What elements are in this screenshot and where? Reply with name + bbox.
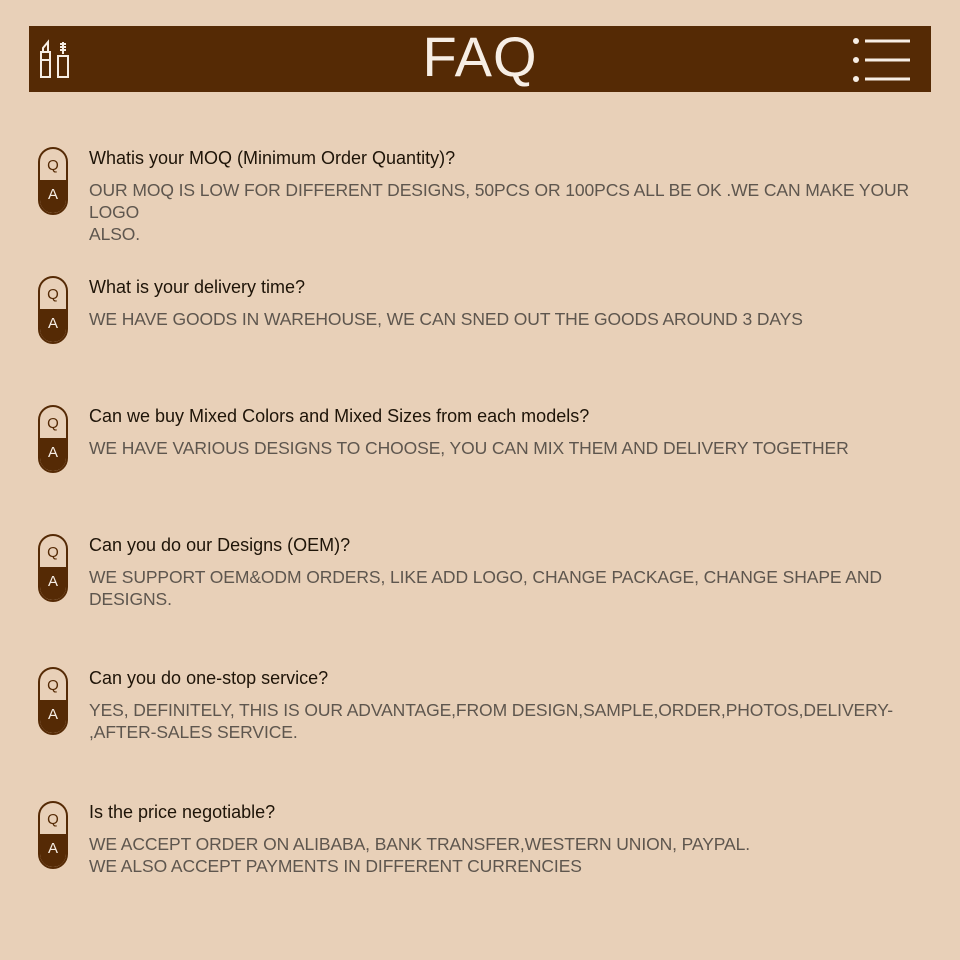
page-title: FAQ: [422, 25, 538, 88]
q-label: Q: [47, 286, 59, 303]
qa-badge: [38, 147, 68, 215]
q-label: Q: [47, 544, 59, 561]
faq-answer: WE ACCEPT ORDER ON ALIBABA, BANK TRANSFER,WESTERN UNION, PAYPAL. WE ALSO ACCEPT PAYMENTS IN DIFFERENT CURRENCIES: [89, 834, 751, 876]
faq-question: Is the price negotiable?: [89, 802, 276, 822]
faq-question: Can you do one-stop service?: [89, 668, 329, 688]
a-label: A: [40, 309, 66, 342]
qa-badge: [38, 801, 68, 869]
faq-answer: WE SUPPORT OEM&ODM ORDERS, LIKE ADD LOGO, CHANGE PACKAGE, CHANGE SHAPE AND DESIGNS.: [89, 567, 882, 609]
a-label: A: [40, 700, 66, 733]
q-label: Q: [47, 415, 59, 432]
faq-question: What is your delivery time?: [89, 277, 306, 297]
a-label: A: [40, 834, 66, 867]
a-label: A: [40, 180, 66, 213]
q-label: Q: [47, 157, 59, 174]
qa-badge: [38, 667, 68, 735]
header-bar: [29, 26, 931, 92]
faq-question: Whatis your MOQ (Minimum Order Quantity)?: [89, 148, 456, 168]
faq-answer: YES, DEFINITELY, THIS IS OUR ADVANTAGE,FROM DESIGN,SAMPLE,ORDER,PHOTOS,DELIVERY- ,AFTER-SALES SERVICE.: [89, 700, 893, 742]
q-label: Q: [47, 811, 59, 828]
faq-answer: WE HAVE GOODS IN WAREHOUSE, WE CAN SNED OUT THE GOODS AROUND 3 DAYS: [89, 309, 803, 329]
qa-badge: [38, 534, 68, 602]
menu-list-icon[interactable]: [852, 37, 912, 83]
qa-badge: [38, 405, 68, 473]
faq-question: Can you do our Designs (OEM)?: [89, 535, 351, 555]
a-label: A: [40, 438, 66, 471]
faq-question: Can we buy Mixed Colors and Mixed Sizes from each models?: [89, 406, 590, 426]
a-label: A: [40, 567, 66, 600]
qa-badge: [38, 276, 68, 344]
faq-answer: WE HAVE VARIOUS DESIGNS TO CHOOSE, YOU CAN MIX THEM AND DELIVERY TOGETHER: [89, 438, 849, 458]
faq-answer: OUR MOQ IS LOW FOR DIFFERENT DESIGNS, 50PCS OR 100PCS ALL BE OK .WE CAN MAKE YOUR LOGO ALSO.: [89, 180, 910, 244]
q-label: Q: [47, 677, 59, 694]
